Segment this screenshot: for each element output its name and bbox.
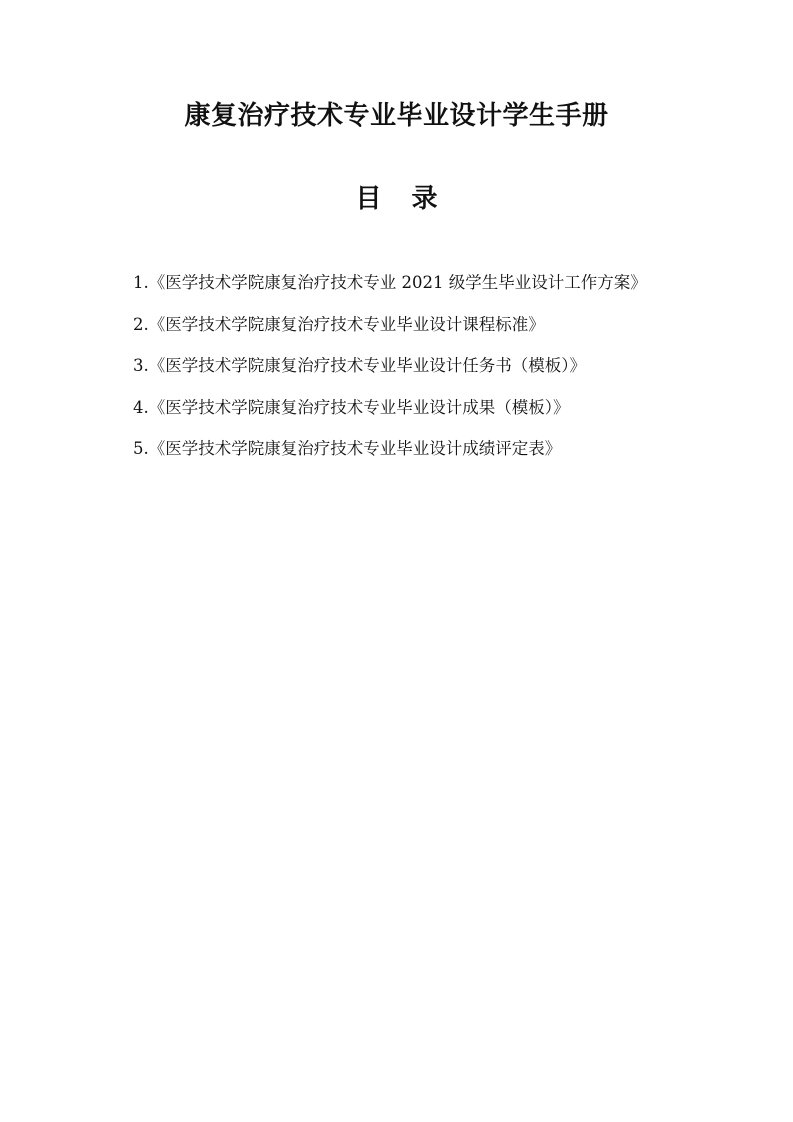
toc-list [133,268,753,476]
toc-item-2[interactable]: 2.《医学技术学院康复治疗技术专业毕业设计课程标准》 [133,314,545,334]
toc-item-5[interactable]: 5.《医学技术学院康复治疗技术专业毕业设计成绩评定表》 [133,439,562,458]
toc-heading [0,179,793,219]
toc-item-3[interactable]: 3.《医学技术学院康复治疗技术专业毕业设计任务书（模板）》 [133,356,586,375]
toc-item-1[interactable]: 1.《医学技术学院康复治疗技术专业 2021 级学生毕业设计工作方案》 [133,273,647,292]
toc-heading-char-1: 目 [355,184,382,214]
toc-heading-char-2: 录 [411,184,438,214]
toc-item-4[interactable]: 4.《医学技术学院康复治疗技术专业毕业设计成果（模板）》 [133,397,570,417]
document-title: 康复治疗技术专业毕业设计学生手册 [184,101,609,131]
